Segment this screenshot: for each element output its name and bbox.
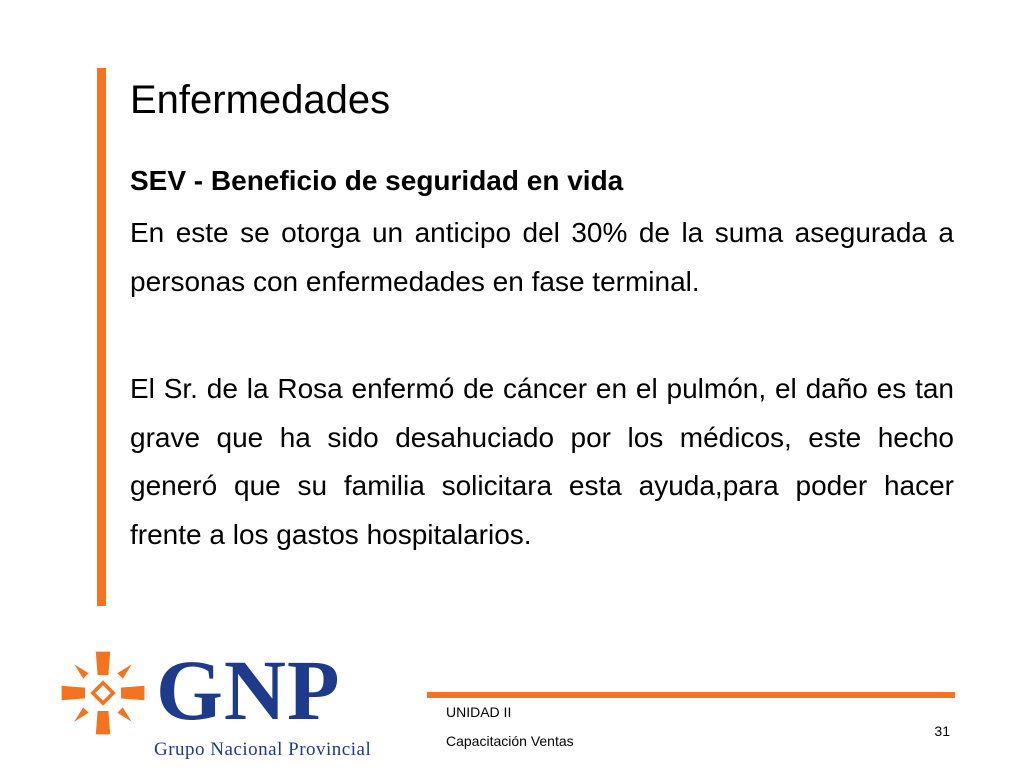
footer-unit: UNIDAD II	[446, 704, 512, 720]
footer-course: Capacitación Ventas	[446, 733, 574, 749]
gnp-brand-text: GNP	[156, 642, 341, 738]
body-paragraph-1: En este se otorga un anticipo del 30% de la suma asegurada a personas con enfermedades en fase terminal.	[130, 217, 954, 297]
gnp-logo	[58, 642, 403, 763]
slide-title: Enfermedades	[130, 78, 391, 122]
gnp-brand-subtitle: Grupo Nacional Provincial	[154, 739, 372, 760]
slide-subtitle: SEV - Beneficio de seguridad en vida	[130, 165, 624, 196]
footer-divider	[427, 692, 955, 698]
page-number: 31	[934, 723, 950, 739]
gnp-sun-icon	[58, 648, 148, 738]
accent-bar	[97, 68, 106, 606]
body-paragraph-2: El Sr. de la Rosa enfermó de cáncer en el pulmón, el daño es tan grave que ha sido desahuciado por los médicos, este hecho generó que su familia solicitara esta ayuda,para poder hacer frente a los gastos hospitalarios.	[130, 373, 954, 550]
